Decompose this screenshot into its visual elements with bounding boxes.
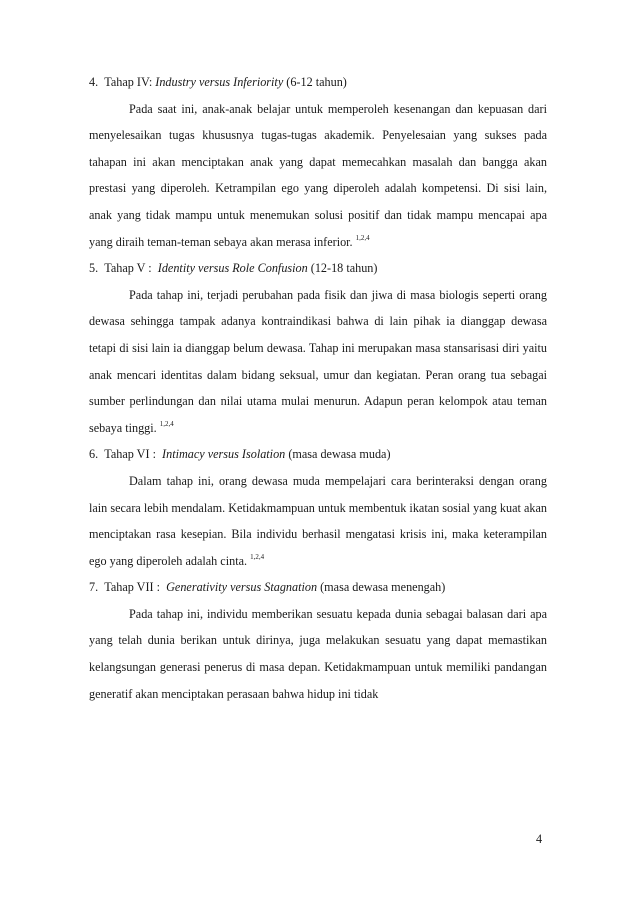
section-italic-title: Intimacy versus Isolation	[162, 447, 286, 462]
paragraph-text: Pada tahap ini, individu memberikan sesuatu kepada dunia sebagai balasan dari apa yang telah dunia berikan untuk dirinya, juga melakukan sesuatu yang dapat memastikan kelangsungan generasi penerus di masa depan. Ketidakmampuan untuk memiliki pandangan generatif akan menciptakan perasaan bahwa hidup ini tidak	[89, 606, 547, 701]
section-heading-tahap-vi	[89, 441, 547, 468]
section-prefix: Tahap V :	[104, 261, 155, 276]
section-number: 5.	[89, 261, 99, 276]
section-italic-title: Identity versus Role Confusion	[157, 261, 308, 276]
section-number: 7.	[89, 580, 99, 595]
paragraph-text: Pada tahap ini, terjadi perubahan pada fisik dan jiwa di masa biologis seperti orang dewasa sehingga tampak adanya kontraindikasi bahwa di lain pihak ia dianggap dewasa tetapi di sisi lain ia dianggap belum dewasa. Tahap ini merupakan masa stansarisasi diri yaitu anak mencari identitas dalam bidang seksual, umur dan kegiatan. Peran orang tua sebagai sumber perlindungan dan nilai utama mulai menurun. Adapun peran kelompok atau teman sebaya tinggi.	[89, 287, 547, 435]
section-heading-tahap-vii	[89, 574, 547, 601]
paragraph-text: Dalam tahap ini, orang dewasa muda mempelajari cara berinteraksi dengan orang lain secara lebih mendalam. Ketidakmampuan untuk membentuk ikatan sosial yang kuat akan menciptakan rasa kesepian. Bila individu berhasil mengatasi krisis ini, maka keterampilan ego yang diperoleh adalah cinta.	[89, 473, 547, 568]
paragraph-text: Pada saat ini, anak-anak belajar untuk memperoleh kesenangan dan kepuasan dari menyelesaikan tugas khususnya tugas-tugas akademik. Penyelesaian yang sukses pada tahapan ini akan menciptakan anak yang dapat memecahkan masalah dan bangga akan prestasi yang diperoleh. Ketrampilan ego yang diperoleh adalah kompetensi. Di sisi lain, anak yang tidak mampu untuk menemukan solusi positif dan tidak mampu mencapai apa yang diraih teman-teman sebaya akan merasa inferior.	[89, 101, 547, 249]
section-prefix: Tahap VI :	[104, 447, 159, 462]
section-suffix: (12-18 tahun)	[307, 261, 378, 276]
section-paragraph-tahap-v	[89, 282, 547, 442]
section-heading-tahap-iv	[89, 69, 547, 96]
section-heading-tahap-v	[89, 255, 547, 282]
section-paragraph-tahap-iv	[89, 96, 547, 256]
section-suffix: (masa dewasa menengah)	[317, 580, 446, 595]
section-number: 4.	[89, 75, 99, 89]
citation: 1,2,4	[159, 419, 174, 428]
section-suffix: (6-12 tahun)	[283, 75, 347, 89]
section-italic-title: Generativity versus Stagnation	[166, 580, 318, 595]
page-number: 4	[536, 832, 543, 846]
section-italic-title: Industry versus Inferiority	[155, 75, 284, 89]
citation: 1,2,4	[355, 233, 370, 242]
section-number: 6.	[89, 447, 99, 462]
document-body	[89, 69, 547, 707]
section-paragraph-tahap-vii	[89, 601, 547, 707]
section-suffix: (masa dewasa muda)	[285, 447, 391, 462]
section-prefix: Tahap IV:	[104, 75, 156, 89]
section-prefix: Tahap VII :	[104, 580, 164, 595]
section-paragraph-tahap-vi	[89, 468, 547, 574]
citation: 1,2,4	[250, 552, 265, 561]
